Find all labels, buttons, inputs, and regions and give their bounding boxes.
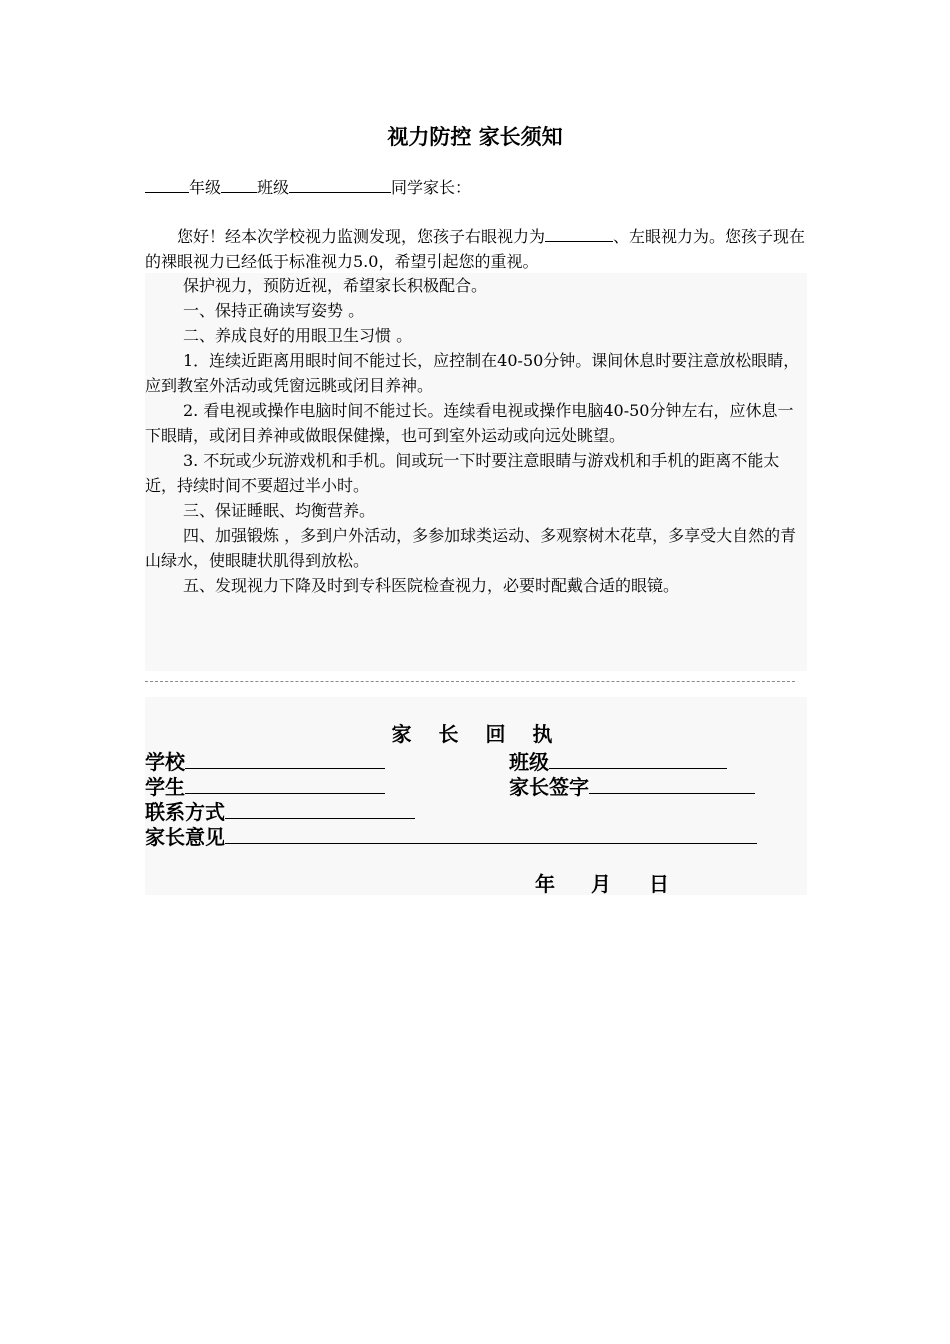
- date-line: [535, 871, 669, 897]
- year-label: 年: [535, 872, 555, 896]
- opinion-input-line[interactable]: [225, 822, 757, 844]
- intro-paragraph: [145, 224, 807, 274]
- grade-blank[interactable]: [145, 174, 189, 193]
- right-eye-vision-blank[interactable]: [545, 225, 613, 242]
- signature-label: 家长签字: [509, 775, 589, 799]
- contact-label: 联系方式: [145, 800, 225, 824]
- intro-text-2: 、左眼视力为: [613, 227, 710, 246]
- student-label: 学生: [145, 775, 185, 799]
- tip-item: 二、养成良好的用眼卫生习惯 。: [183, 326, 413, 345]
- intro-text-3: 。您孩子现在的裸眼视力已经低于标准视力5.0，希望引起您的重视。: [145, 227, 806, 271]
- tip-item: 一、保持正确读写姿势 。: [183, 301, 365, 320]
- school-field: [145, 747, 385, 775]
- tip-item: 四、加强锻炼 ，多到户外活动，多参加球类运动、多观察树木花草，多享受大自然的青山绿水，使眼睫状肌得到放松。: [145, 526, 797, 570]
- class-label: 班级: [509, 750, 549, 774]
- student-field: [145, 772, 385, 800]
- receipt-title: 家 长 回 执: [391, 722, 563, 746]
- grade-label: 年级: [189, 178, 222, 197]
- school-input-line[interactable]: [185, 747, 385, 769]
- student-parent-label: 同学家长：: [391, 178, 472, 197]
- signature-field: [509, 772, 755, 800]
- opinion-field: [145, 822, 757, 850]
- student-name-blank[interactable]: [289, 174, 391, 193]
- tips-list: [145, 273, 807, 598]
- day-label: 日: [649, 872, 669, 896]
- signature-input-line[interactable]: [589, 772, 755, 794]
- opinion-label: 家长意见: [145, 825, 225, 849]
- tip-item: 2. 看电视或操作电脑时间不能过长。连续看电视或操作电脑40-50分钟左右，应休息一下眼睛，或闭目养神或做眼保健操，也可到室外运动或向远处眺望。: [145, 401, 794, 445]
- month-label: 月: [591, 872, 611, 896]
- cut-line-divider: [145, 681, 795, 682]
- tip-item: 3. 不玩或少玩游戏机和手机。间或玩一下时要注意眼睛与游戏机和手机的距离不能太近，持续时间不要超过半小时。: [145, 451, 780, 495]
- class-field: [509, 747, 727, 775]
- contact-field: [145, 797, 415, 825]
- tip-item: 1．连续近距离用眼时间不能过长，应控制在40-50分钟。课间休息时要注意放松眼睛，应到教室外活动或凭窗远眺或闭目养神。: [145, 351, 800, 395]
- addressee-line: [145, 174, 471, 201]
- class-label: 班级: [257, 178, 290, 197]
- class-input-line[interactable]: [549, 747, 727, 769]
- class-blank[interactable]: [221, 174, 257, 193]
- tip-item: 保护视力，预防近视，希望家长积极配合。: [183, 276, 488, 295]
- page-title: 视力防控 家长须知: [387, 125, 563, 149]
- school-label: 学校: [145, 750, 185, 774]
- tip-item: 三、保证睡眠、均衡营养。: [183, 501, 376, 520]
- student-input-line[interactable]: [185, 772, 385, 794]
- contact-input-line[interactable]: [225, 797, 415, 819]
- tip-item: 五、发现视力下降及时到专科医院检查视力，必要时配戴合适的眼镜。: [183, 576, 680, 595]
- intro-text-1: 您好！经本次学校视力监测发现，您孩子右眼视力为: [177, 227, 546, 246]
